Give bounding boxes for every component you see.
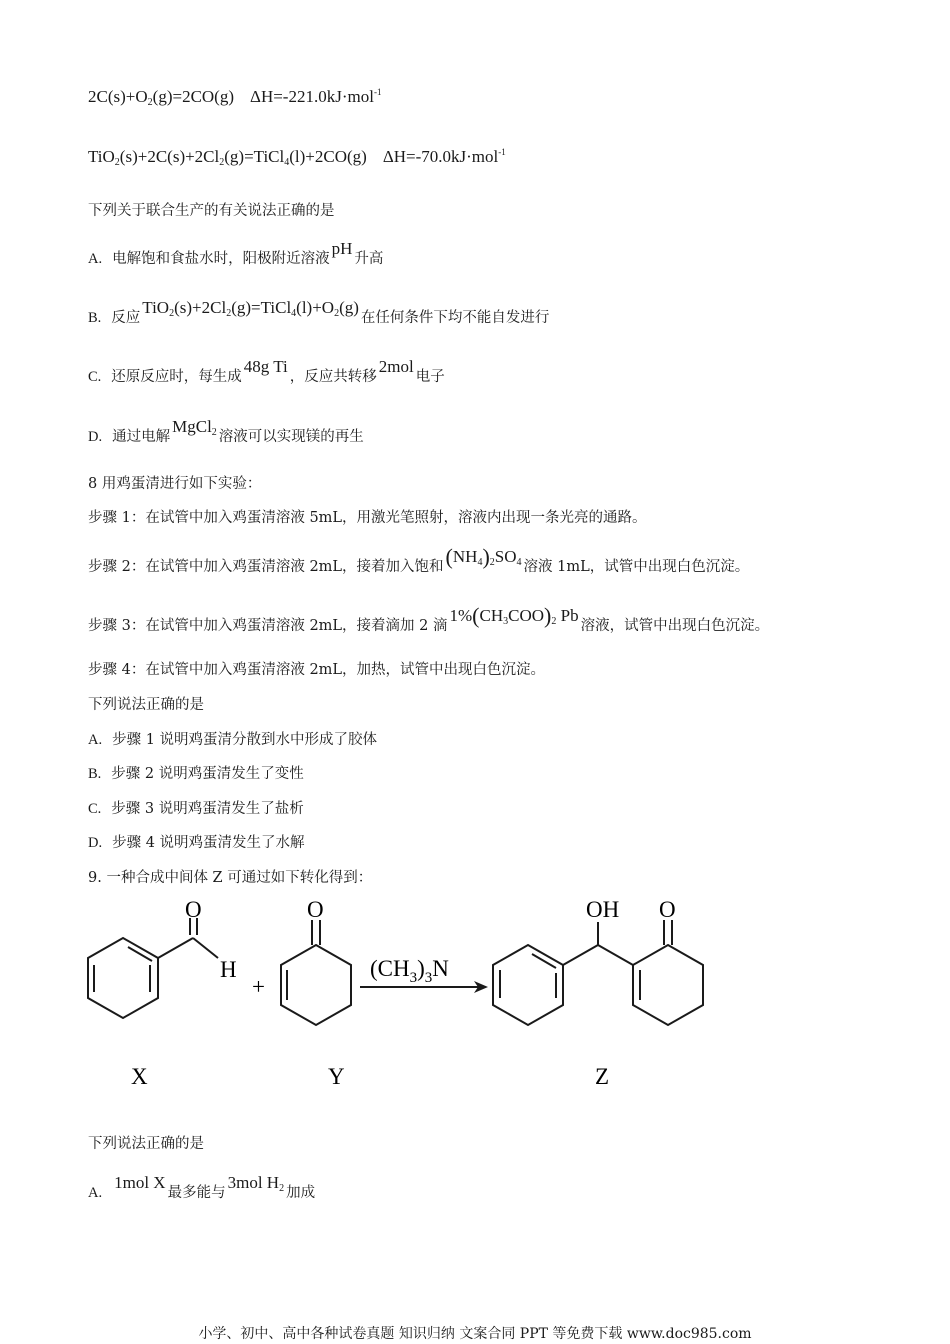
eq2-c: (g)=TiCl xyxy=(224,147,285,166)
q8-step2: 步骤 2：在试管中加入鸡蛋清溶液 2mL，接着加入饱和$(NH_4)_2SO_4$ 溶液 1mL，试管中出现白色沉淀。 xyxy=(88,544,750,575)
q9-option-a: A.1mol X最多能与3mol $H_2$ 加成 xyxy=(88,1173,316,1201)
x-oxygen: O xyxy=(185,897,202,922)
label-z: Z xyxy=(595,1064,610,1089)
q7-option-b xyxy=(88,298,550,333)
eq2-dh: ΔH=-70.0kJ·mol xyxy=(382,147,499,166)
eq1-exp: -1 xyxy=(373,87,382,97)
option-text: 升高 xyxy=(354,251,384,267)
eq2-a: TiO xyxy=(88,147,115,166)
eq1-sub: 2 xyxy=(147,97,153,108)
formula: MgCl$_2$ xyxy=(172,417,217,438)
label-x: X xyxy=(131,1064,148,1089)
eq1-rest: (g)=2CO(g) xyxy=(152,87,235,106)
q9-stem: 9. 一种合成中间体 Z 可通过如下转化得到： xyxy=(88,870,373,886)
eq2-sub2: 2 xyxy=(219,157,225,168)
reaction-scheme xyxy=(0,890,950,1100)
eq1-text: 2C(s)+O xyxy=(88,87,148,106)
eq2-exp: -1 xyxy=(498,147,506,157)
option-text: 在任何条件下均不能自发进行 xyxy=(360,310,550,326)
option-letter: C. xyxy=(88,369,102,385)
equation-2 xyxy=(88,142,506,173)
formula: 48g Ti xyxy=(243,357,288,376)
q7-option-a xyxy=(88,239,384,269)
eq2-sub1: 2 xyxy=(114,157,120,168)
equation-1 xyxy=(88,82,381,113)
label-y: Y xyxy=(328,1064,345,1089)
reagent: $(CH_3)_3N$ xyxy=(370,956,449,986)
formula: $1\%(CH_3COO)_2$ Pb xyxy=(449,603,579,628)
plus-sign: + xyxy=(252,974,265,999)
q7-option-c xyxy=(88,357,445,387)
option-text: 还原反应时，每生成 xyxy=(111,369,242,385)
formula: 3mol $H_2$ xyxy=(227,1173,285,1194)
formula: 1mol X xyxy=(114,1173,166,1192)
formula: pH xyxy=(331,239,353,258)
q9-ask: 下列说法正确的是 xyxy=(88,1136,204,1152)
page-footer: 小学、初中、高中各种试卷真题 知识归纳 文案合同 PPT 等免费下载 www.doc985.com xyxy=(198,1326,752,1342)
q8-step1: 步骤 1：在试管中加入鸡蛋清溶液 5mL，用激光笔照射，溶液内出现一条光亮的通路。 xyxy=(88,510,647,526)
q8-option-c: C. 步骤 3 说明鸡蛋清发生了盐析 xyxy=(88,801,304,817)
eq2-sub3: 4 xyxy=(284,157,290,168)
z-hydroxyl: OH xyxy=(586,897,620,922)
q8-ask: 下列说法正确的是 xyxy=(88,697,204,713)
q8-option-a: A. 步骤 1 说明鸡蛋清分散到水中形成了胶体 xyxy=(88,732,378,748)
molecule-x xyxy=(88,918,218,1018)
option-text: ，反应共转移 xyxy=(289,369,377,385)
q8-option-d: D. 步骤 4 说明鸡蛋清发生了水解 xyxy=(88,835,305,851)
option-text: 反应 xyxy=(111,310,141,326)
q8-stem: 8 用鸡蛋清进行如下实验： xyxy=(88,476,262,492)
q8-step4: 步骤 4：在试管中加入鸡蛋清溶液 2mL，加热，试管中出现白色沉淀。 xyxy=(88,662,546,678)
eq2-d: (l)+2CO(g) xyxy=(289,147,367,166)
q7-option-d xyxy=(88,417,364,452)
formula: $(NH_4)_2SO_4$ xyxy=(445,544,522,569)
x-hydrogen: H xyxy=(220,957,237,982)
q8-option-b: B. 步骤 2 说明鸡蛋清发生了变性 xyxy=(88,766,304,782)
y-oxygen: O xyxy=(307,897,324,922)
option-text: 通过电解 xyxy=(112,429,171,445)
option-text: 电解饱和食盐水时，阳极附近溶液 xyxy=(112,251,330,267)
eq1-dh: ΔH=-221.0kJ·mol xyxy=(250,87,374,106)
option-letter: D. xyxy=(88,429,103,445)
option-letter: A. xyxy=(88,251,103,267)
option-text: 溶液可以实现镁的再生 xyxy=(218,429,364,445)
q8-step3: 步骤 3：在试管中加入鸡蛋清溶液 2mL，接着滴加 2 滴$1\%(CH_3COO)_2$ Pb溶液，试管中出现白色沉淀。 xyxy=(88,603,770,634)
eq2-b: (s)+2C(s)+2Cl xyxy=(119,147,220,166)
option-letter: B. xyxy=(88,310,102,326)
molecule-y xyxy=(281,920,351,1025)
option-text: 电子 xyxy=(415,369,445,385)
formula: $TiO_2(s)+2Cl_2(g)=TiCl_4(l)+O_2(g)$ xyxy=(142,298,359,319)
z-oxygen: O xyxy=(659,897,676,922)
molecule-z xyxy=(493,920,703,1025)
q7-stem: 下列关于联合生产的有关说法正确的是 xyxy=(88,203,335,219)
formula: 2mol xyxy=(378,357,414,376)
